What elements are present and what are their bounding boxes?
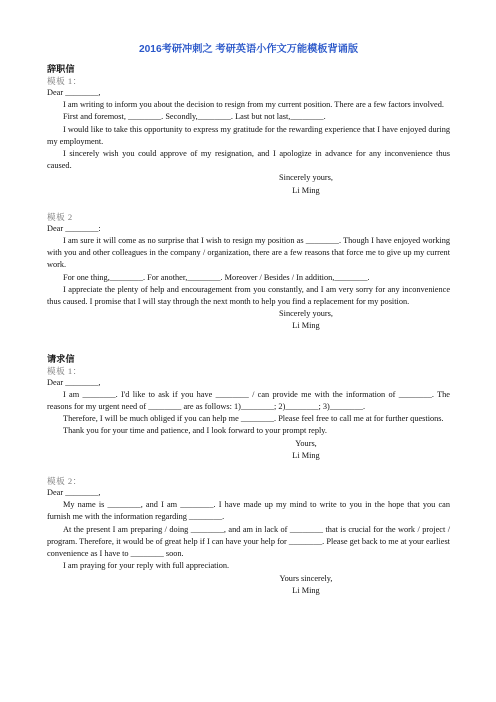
template-label: 模板 1： [47,365,82,376]
template-block [47,75,450,197]
section-title: 辞职信 [47,64,75,74]
template-label: 模板 2 [47,211,73,222]
paragraph: Therefore, I will be much obliged if you can help me ________. Please feel free to call me at for further questions. [63,414,444,424]
paragraph: I am sure it will come as no surprise that I wish to resign my position as ________. Though I have enjoyed working with you and other colleagues in the company / organization, there are a few reasons that force me to give up my current work. [47,236,450,270]
salutation: Dear ________: [47,223,101,233]
paragraph: I would like to take this opportunity to express my gratitude for the rewarding experience that I have enjoyed during my employment. [47,124,450,146]
section-request-letter [47,353,450,597]
paragraph: Thank you for your time and patience, and I look forward to your prompt reply. [63,426,327,436]
template-label: 模板 2： [47,476,82,487]
salutation: Dear ________, [47,88,101,97]
paragraph: My name is ________, and I am ________. I have made up my mind to write to you in the hope that you can furnish me with the information regarding ________. [47,500,450,522]
template-block [47,475,450,597]
template-block [47,365,450,462]
template-label: 模板 1： [47,76,82,86]
closing: Sincerely yours, [279,173,333,183]
paragraph: I appreciate the plenty of help and encouragement from you constantly, and I am very sorry for any inconvenience thus caused. I promise that I will stay through the next month to help you find a replacement for my position. [47,284,450,307]
closing: Yours, [295,438,317,448]
signature: Li Ming [292,585,320,595]
closing: Sincerely yours, [279,309,333,319]
paragraph: At the present I am preparing / doing ________, and am in lack of ________ that is crucial for the work / project / program. Therefore, it would be of great help if I can have your help for ________. Please get back to me at your earliest convenience as I have to ________ soon. [47,524,450,559]
closing: Yours sincerely, [279,573,333,583]
paragraph: I am praying for your reply with full appreciation. [63,561,230,571]
paragraph: I am writing to inform you about the decision to resign from my current position. There are a few factors involved. [63,100,444,110]
document-page [47,40,450,597]
salutation: Dear ________, [47,377,101,387]
salutation: Dear ________, [47,488,101,498]
signature: Li Ming [292,321,320,331]
document-title: 2016考研冲刺之 考研英语小作文万能模板背诵版 [138,44,359,55]
section-title: 请求信 [47,353,75,364]
paragraph: First and foremost, ________. Secondly,________. Last but not last,________. [63,112,326,122]
signature: Li Ming [292,185,320,195]
paragraph: I am ________. I'd like to ask if you have ________ / can provide me with the information of ________. The reasons for my urgent need of ________ are as follows: 1)________; 2)________; 3)________. [47,389,450,412]
template-block [47,211,450,333]
paragraph: For one thing,________. For another,________. Moreover / Besides / In addition,________. [63,272,370,282]
signature: Li Ming [292,450,320,460]
section-resignation-letter [47,63,450,333]
paragraph: I sincerely wish you could approve of my resignation, and I apologize in advance for any inconvenience thus caused. [47,149,450,171]
